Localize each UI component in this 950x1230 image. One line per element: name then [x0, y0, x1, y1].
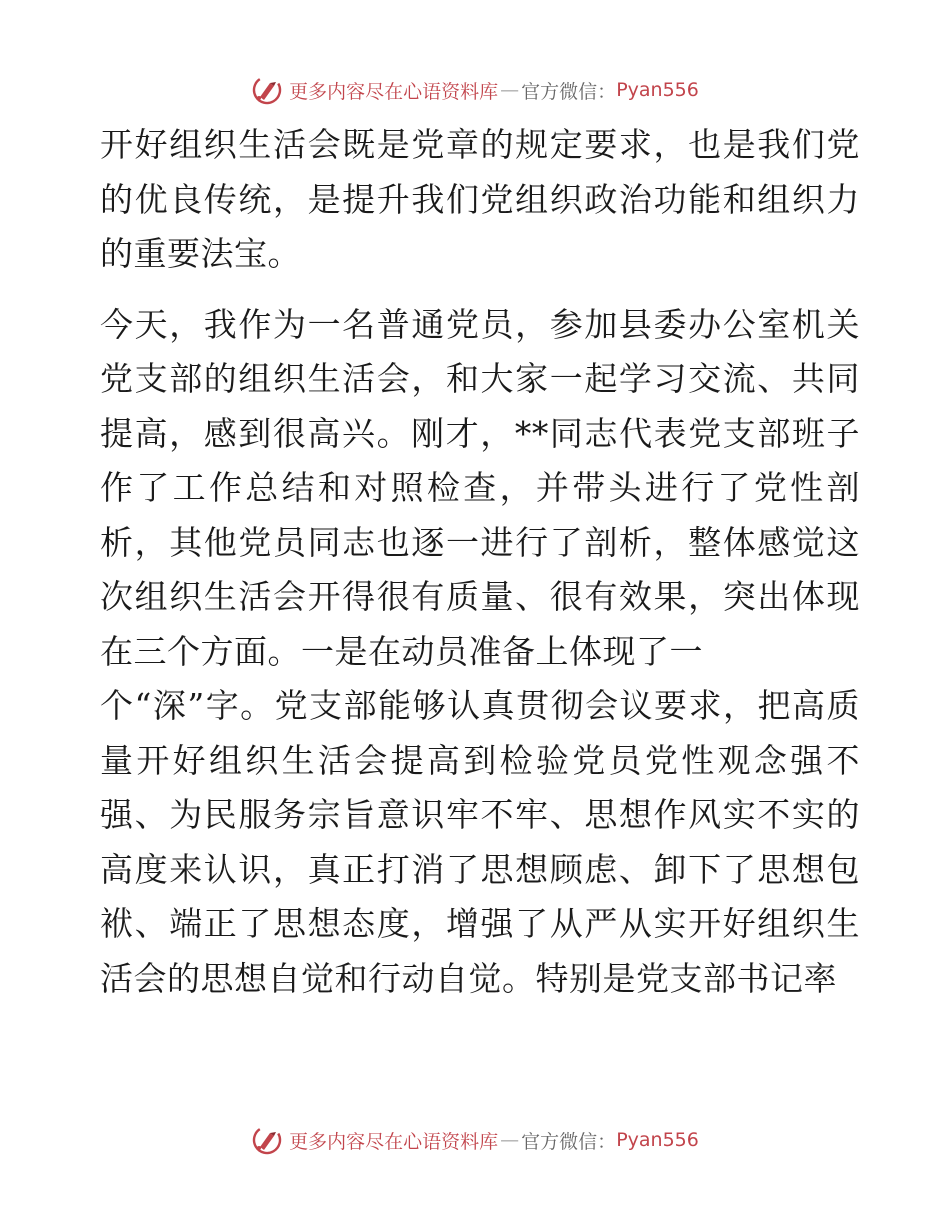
header-watermark [0, 70, 950, 110]
footer-watermark [0, 1120, 950, 1160]
watermark-site-text: 更多内容尽在心语资料库 [289, 80, 499, 103]
watermark-wechat-id: Pyan556 [616, 1129, 699, 1151]
watermark-dash: — [500, 79, 520, 101]
paragraph-2: 今天，我作为一名普通党员，参加县委办公室机关党支部的组织生活会，和大家一起学习交流、共同提高，感到很高兴。刚才，**同志代表党支部班子作了工作总结和对照检查，并带头进行了党性剖析，其他党员同志也逐一进行了剖析，整体感觉这次组织生活会开得很有质量、很有效果，突出体现在三个方面。一是在动员准备上体现了一 [100, 304, 860, 671]
document-body [100, 118, 860, 1006]
paragraph-1: 开好组织生活会既是党章的规定要求，也是我们党的优良传统，是提升我们党组织政治功能和组织力的重要法宝。 [100, 125, 860, 273]
pen-nib-circle-icon [251, 1124, 283, 1156]
watermark-dash: — [500, 1129, 520, 1151]
pen-nib-circle-icon [251, 74, 283, 106]
paragraph-3: 个“深”字。党支部能够认真贯彻会议要求，把高质量开好组织生活会提高到检验党员党性观念强不强、为民服务宗旨意识牢不牢、思想作风实不实的高度来认识，真正打消了思想顾虑、卸下了思想包袱、端正了思想态度，增强了从严从实开好组织生活会的思想自觉和行动自觉。特别是党支部书记率 [100, 686, 860, 998]
watermark-site-text: 更多内容尽在心语资料库 [289, 1130, 499, 1153]
watermark-wechat-label: 官方微信： [521, 1130, 617, 1153]
watermark-wechat-label: 官方微信： [521, 80, 617, 103]
watermark-wechat-id: Pyan556 [616, 79, 699, 101]
